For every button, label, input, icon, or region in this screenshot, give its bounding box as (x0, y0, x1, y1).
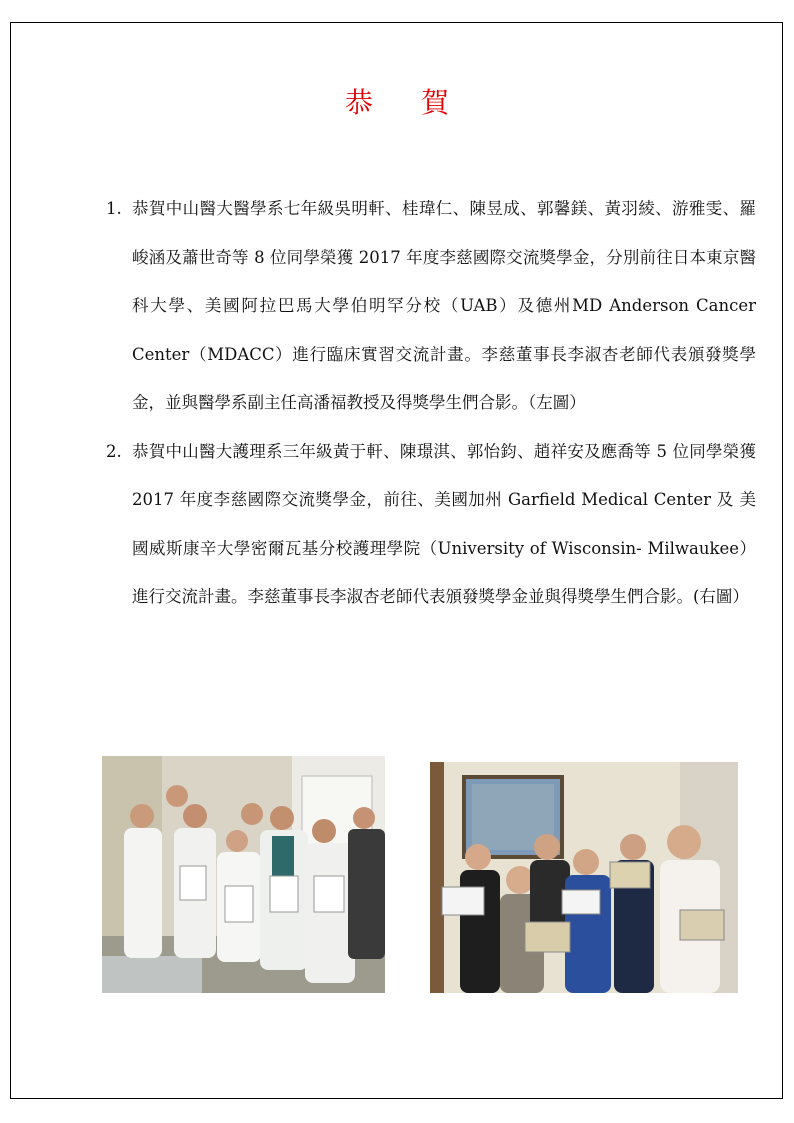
item-number: 1. (106, 199, 122, 218)
item-text: 恭賀中山醫大護理系三年級黃于軒、陳璟淇、郭怡鈞、趙祥安及應喬等 5 位同學榮獲 2017 年度李慈國際交流獎學金，前往、美國加州 Garfield Medical Center 及 美國威斯康辛大學密爾瓦基分校護理學院（University of Wisconsin- Milwaukee）進行交流計畫。李慈董事長李淑杏老師代表頒發獎學金並與得獎學生們合影。(右圖） (132, 441, 756, 606)
announcement-list (106, 185, 756, 622)
item-text: 恭賀中山醫大醫學系七年級吳明軒、桂瑋仁、陳昱成、郭馨鎂、黃羽綾、游雅雯、羅峻涵及蕭世奇等 8 位同學榮獲 2017 年度李慈國際交流獎學金，分別前往日本東京醫科大學、美國阿拉巴馬大學伯明罕分校（UAB）及德州MD Anderson Cancer Center（MDACC）進行臨床實習交流計畫。李慈董事長李淑杏老師代表頒發獎學金，並與醫學系副主任高潘福教授及得獎學生們合影。（左圖） (132, 199, 756, 412)
left-group-photo (102, 756, 385, 993)
item-number: 2. (106, 441, 122, 461)
list-item (106, 428, 756, 622)
right-group-photo (430, 762, 738, 993)
page-title: 恭賀 (344, 86, 497, 119)
list-item (106, 185, 756, 428)
